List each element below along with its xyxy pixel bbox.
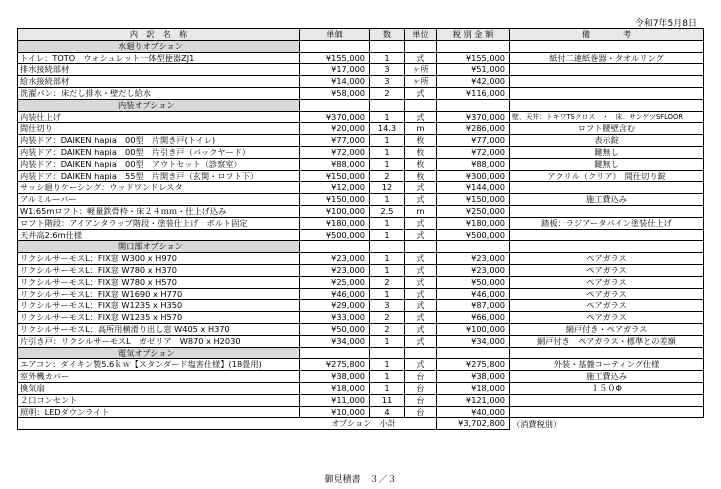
row-qty: 1 [370, 371, 405, 383]
row-item: 間仕切り [18, 123, 300, 135]
document-date: 令和7年5月8日 [634, 19, 697, 29]
row-unit-price: ¥17,000 [300, 64, 370, 76]
row-qty: 1 [370, 229, 405, 241]
row-unit: m [405, 123, 437, 135]
row-unit-price: ¥50,000 [300, 323, 370, 335]
row-unit: ヶ所 [405, 76, 437, 88]
row-unit: 枚 [405, 135, 437, 147]
row-note: 施工費込み [510, 194, 704, 206]
row-note: 鍵無し [510, 158, 704, 170]
row-unit-price: ¥155,000 [300, 52, 370, 64]
table-row [18, 288, 704, 300]
section-empty-amount [437, 241, 510, 253]
row-qty: 1 [370, 253, 405, 265]
row-unit-price: ¥275,800 [300, 359, 370, 371]
row-note: 踏板：ラジアータパイン塗装仕上げ [510, 217, 704, 229]
row-unit: 式 [405, 182, 437, 194]
row-unit: 式 [405, 52, 437, 64]
row-item: 内装仕上げ [18, 111, 300, 123]
row-note: 鍵無し [510, 146, 704, 158]
row-unit-price: ¥20,000 [300, 123, 370, 135]
row-item: 換気扇 [18, 382, 300, 394]
row-unit: 式 [405, 253, 437, 265]
table-row [18, 87, 704, 99]
header-item: 内 訳 名 称 [18, 29, 300, 41]
total-note: （消費税別） [510, 418, 704, 430]
row-unit-price: ¥34,000 [300, 335, 370, 347]
row-unit-price: ¥18,000 [300, 382, 370, 394]
row-amount: ¥300,000 [437, 170, 510, 182]
table-row [18, 382, 704, 394]
table-row [18, 146, 704, 158]
row-amount: ¥500,000 [437, 229, 510, 241]
row-note [510, 394, 704, 406]
total-row [18, 418, 704, 430]
row-amount: ¥46,000 [437, 288, 510, 300]
row-unit-price: ¥88,000 [300, 158, 370, 170]
section-empty-unit-price [300, 347, 370, 359]
total-amount: ¥3,702,800 [437, 418, 510, 430]
row-item: 室外機カバー [18, 371, 300, 383]
table-row [18, 182, 704, 194]
section-empty-qty [370, 347, 405, 359]
row-unit: m [405, 205, 437, 217]
row-item: リクシルサーモスL：FIX窓 W780 x H370 [18, 264, 300, 276]
section-empty-unit-price [300, 40, 370, 52]
row-note: 網戸付き ペアガラス・標準との差額 [510, 335, 704, 347]
row-unit-price: ¥150,000 [300, 194, 370, 206]
row-unit: 式 [405, 217, 437, 229]
header-row [18, 29, 704, 41]
table-row [18, 123, 704, 135]
row-qty: 2 [370, 170, 405, 182]
row-note: ペアガラス [510, 288, 704, 300]
table-row [18, 406, 704, 418]
row-amount: ¥66,000 [437, 312, 510, 324]
row-amount: ¥50,000 [437, 276, 510, 288]
section-empty-amount [437, 99, 510, 111]
row-item: エアコン：ダイキン製5.6ｋｗ【スタンダード塩害仕様】(18畳用) [18, 359, 300, 371]
row-note: 表示錠 [510, 135, 704, 147]
table-row [18, 52, 704, 64]
table-row [18, 371, 704, 383]
row-amount: ¥77,000 [437, 135, 510, 147]
table-row [18, 253, 704, 265]
row-note [510, 406, 704, 418]
row-item: リクシルサーモスL：FIX窓 W780 x H570 [18, 276, 300, 288]
row-qty: 3 [370, 76, 405, 88]
row-item: W1.65mロフト：軽量鉄骨枠・床２４ｍｍ・仕上げ込み [18, 205, 300, 217]
row-amount: ¥116,000 [437, 87, 510, 99]
row-amount: ¥286,000 [437, 123, 510, 135]
table-row [18, 359, 704, 371]
row-qty: 3 [370, 300, 405, 312]
section-empty-qty [370, 99, 405, 111]
row-amount: ¥121,000 [437, 394, 510, 406]
row-unit-price: ¥150,000 [300, 170, 370, 182]
row-note: 壁、天井：トキワTSクロス ・ 床：サンゲツSFLOOR [510, 111, 704, 123]
row-note: ロフト腰壁含む [510, 123, 704, 135]
table-row [18, 158, 704, 170]
row-unit-price: ¥38,000 [300, 371, 370, 383]
section-empty-qty [370, 40, 405, 52]
table-row [18, 276, 704, 288]
row-amount: ¥51,000 [437, 64, 510, 76]
row-unit-price: ¥33,000 [300, 312, 370, 324]
row-unit: 式 [405, 111, 437, 123]
row-amount: ¥144,000 [437, 182, 510, 194]
row-qty: 14.3 [370, 123, 405, 135]
header-unit-price: 単価 [300, 29, 370, 41]
section-empty-unit-price [300, 99, 370, 111]
row-unit-price: ¥77,000 [300, 135, 370, 147]
table-row [18, 229, 704, 241]
row-item: 洗濯パン：床だし排水・壁だし給水 [18, 87, 300, 99]
row-unit-price: ¥180,000 [300, 217, 370, 229]
row-note [510, 64, 704, 76]
row-item: アルミルーバー [18, 194, 300, 206]
row-unit-price: ¥12,000 [300, 182, 370, 194]
row-qty: 1 [370, 288, 405, 300]
row-amount: ¥180,000 [437, 217, 510, 229]
row-unit: ヶ所 [405, 64, 437, 76]
section-header-row [18, 347, 704, 359]
row-qty: 1 [370, 217, 405, 229]
row-item: 内装ドア：DAIKEN hapia 00型 片開き戸(トイレ) [18, 135, 300, 147]
table-row [18, 264, 704, 276]
section-empty-unit [405, 347, 437, 359]
row-unit-price: ¥29,000 [300, 300, 370, 312]
table-row [18, 300, 704, 312]
row-amount: ¥23,000 [437, 264, 510, 276]
row-unit: 台 [405, 382, 437, 394]
row-amount: ¥23,000 [437, 253, 510, 265]
header-note: 備 考 [510, 29, 704, 41]
row-unit: 台 [405, 406, 437, 418]
row-unit: 式 [405, 276, 437, 288]
header-unit: 単位 [405, 29, 437, 41]
section-header-row [18, 241, 704, 253]
table-row [18, 335, 704, 347]
row-amount: ¥42,000 [437, 76, 510, 88]
row-note: 施工費込み [510, 371, 704, 383]
row-note [510, 76, 704, 88]
row-item: トイレ：TOTO ウォシュレット一体型便器ZJ1 [18, 52, 300, 64]
row-item: リクシルサーモスL：FIX窓 W1235 x H570 [18, 312, 300, 324]
row-qty: 1 [370, 146, 405, 158]
row-qty: 2.5 [370, 205, 405, 217]
table-row [18, 394, 704, 406]
row-unit: 式 [405, 194, 437, 206]
section-empty-amount [437, 347, 510, 359]
row-item: 内装ドア：DAIKEN hapia 55型 片開き戸（玄関・ロフト下） [18, 170, 300, 182]
section-name: 開口部オプション [18, 241, 300, 253]
row-qty: 1 [370, 111, 405, 123]
row-unit-price: ¥46,000 [300, 288, 370, 300]
table-row [18, 170, 704, 182]
row-note [510, 229, 704, 241]
row-qty: 2 [370, 323, 405, 335]
table-row [18, 312, 704, 324]
row-unit-price: ¥11,000 [300, 394, 370, 406]
row-note: 外装・基盤コーティング仕様 [510, 359, 704, 371]
row-qty: 1 [370, 52, 405, 64]
row-qty: 1 [370, 359, 405, 371]
row-unit: 枚 [405, 170, 437, 182]
section-empty-unit [405, 40, 437, 52]
row-note: ペアガラス [510, 312, 704, 324]
row-amount: ¥18,000 [437, 382, 510, 394]
estimate-table [17, 28, 704, 430]
row-amount: ¥370,000 [437, 111, 510, 123]
table-row [18, 205, 704, 217]
row-unit: 式 [405, 264, 437, 276]
table-row [18, 64, 704, 76]
row-unit-price: ¥14,000 [300, 76, 370, 88]
header-qty: 数 [370, 29, 405, 41]
section-name: 内装オプション [18, 99, 300, 111]
row-note [510, 182, 704, 194]
table-row [18, 194, 704, 206]
row-item: リクシルサーモスL：FIX窓 W1235 x H350 [18, 300, 300, 312]
row-item: 排水接続部材 [18, 64, 300, 76]
row-qty: 1 [370, 264, 405, 276]
row-unit: 式 [405, 312, 437, 324]
row-qty: 2 [370, 87, 405, 99]
row-note: ペアガラス [510, 253, 704, 265]
section-header-row [18, 40, 704, 52]
row-unit: 式 [405, 335, 437, 347]
row-note: ペアガラス [510, 300, 704, 312]
row-unit-price: ¥58,000 [300, 87, 370, 99]
row-item: リクシルサーモスL：FIX窓 W300 x H970 [18, 253, 300, 265]
row-item: 天井高2.6m仕様 [18, 229, 300, 241]
row-note: ペアガラス [510, 276, 704, 288]
row-item: 片引き戸：リクシルサーモスL ガゼリア W870 x H2030 [18, 335, 300, 347]
row-qty: 1 [370, 158, 405, 170]
row-amount: ¥155,000 [437, 52, 510, 64]
header-amount: 税 別 金 額 [437, 29, 510, 41]
section-empty-unit [405, 99, 437, 111]
row-item: リクシルサーモスL：FIX窓 W1690 x H770 [18, 288, 300, 300]
row-note: 紙付二連紙巻器・タオルリング [510, 52, 704, 64]
section-header-row [18, 99, 704, 111]
row-unit: 式 [405, 300, 437, 312]
row-amount: ¥250,000 [437, 205, 510, 217]
row-unit: 式 [405, 359, 437, 371]
page-footer: 御見積書 ３／３ [324, 475, 397, 485]
row-note [510, 87, 704, 99]
row-unit: 式 [405, 323, 437, 335]
row-qty: 2 [370, 312, 405, 324]
section-empty-unit-price [300, 241, 370, 253]
row-item: リクシルサーモスL：高所用横滑り出し窓 W405 x H370 [18, 323, 300, 335]
row-amount: ¥100,000 [437, 323, 510, 335]
section-name: 電気オプション [18, 347, 300, 359]
row-unit-price: ¥23,000 [300, 253, 370, 265]
row-amount: ¥38,000 [437, 371, 510, 383]
row-note: アクリル（クリア） 間仕切り錠 [510, 170, 704, 182]
row-unit: 枚 [405, 158, 437, 170]
row-amount: ¥275,800 [437, 359, 510, 371]
row-qty: 1 [370, 382, 405, 394]
row-note: １５０Φ [510, 382, 704, 394]
table-row [18, 323, 704, 335]
row-unit-price: ¥10,000 [300, 406, 370, 418]
row-amount: ¥88,000 [437, 158, 510, 170]
row-unit-price: ¥23,000 [300, 264, 370, 276]
row-unit: 式 [405, 87, 437, 99]
row-item: 内装ドア：DAIKEN hapia 00型 アウトセット（診察室） [18, 158, 300, 170]
row-amount: ¥40,000 [437, 406, 510, 418]
row-unit: 式 [405, 288, 437, 300]
section-empty-note [510, 40, 704, 52]
section-empty-note [510, 347, 704, 359]
row-qty: 1 [370, 135, 405, 147]
total-label: オプション 小計 [18, 418, 437, 430]
table-row [18, 76, 704, 88]
row-unit-price: ¥25,000 [300, 276, 370, 288]
row-unit-price: ¥500,000 [300, 229, 370, 241]
row-amount: ¥150,000 [437, 194, 510, 206]
row-amount: ¥72,000 [437, 146, 510, 158]
row-item: ２口コンセント [18, 394, 300, 406]
section-empty-note [510, 241, 704, 253]
section-empty-amount [437, 40, 510, 52]
row-item: 内装ドア：DAIKEN hapia 00型 片引き戸（バックヤード） [18, 146, 300, 158]
row-unit-price: ¥370,000 [300, 111, 370, 123]
row-amount: ¥34,000 [437, 335, 510, 347]
row-qty: 4 [370, 406, 405, 418]
row-qty: 12 [370, 182, 405, 194]
table-row [18, 135, 704, 147]
row-qty: 2 [370, 276, 405, 288]
table-row [18, 111, 704, 123]
row-item: 給水接続部材 [18, 76, 300, 88]
row-qty: 1 [370, 335, 405, 347]
row-unit-price: ¥72,000 [300, 146, 370, 158]
row-qty: 1 [370, 194, 405, 206]
row-item: ロフト階段：アイアンタラップ階段・塗装仕上げ ボルト固定 [18, 217, 300, 229]
row-unit: 枚 [405, 146, 437, 158]
row-qty: 3 [370, 64, 405, 76]
row-unit: 台 [405, 394, 437, 406]
section-empty-unit [405, 241, 437, 253]
table-row [18, 217, 704, 229]
section-empty-note [510, 99, 704, 111]
row-amount: ¥87,000 [437, 300, 510, 312]
row-unit-price: ¥100,000 [300, 205, 370, 217]
row-note: 網戸付き・ペアガラス [510, 323, 704, 335]
row-note [510, 205, 704, 217]
row-unit: 式 [405, 229, 437, 241]
row-item: 照明：LEDダウンライト [18, 406, 300, 418]
row-unit: 台 [405, 371, 437, 383]
row-qty: 11 [370, 394, 405, 406]
section-empty-qty [370, 241, 405, 253]
row-item: サッシ廻りケーシング：ウッドワンドレスタ [18, 182, 300, 194]
section-name: 水廻りオプション [18, 40, 300, 52]
row-note: ペアガラス [510, 264, 704, 276]
